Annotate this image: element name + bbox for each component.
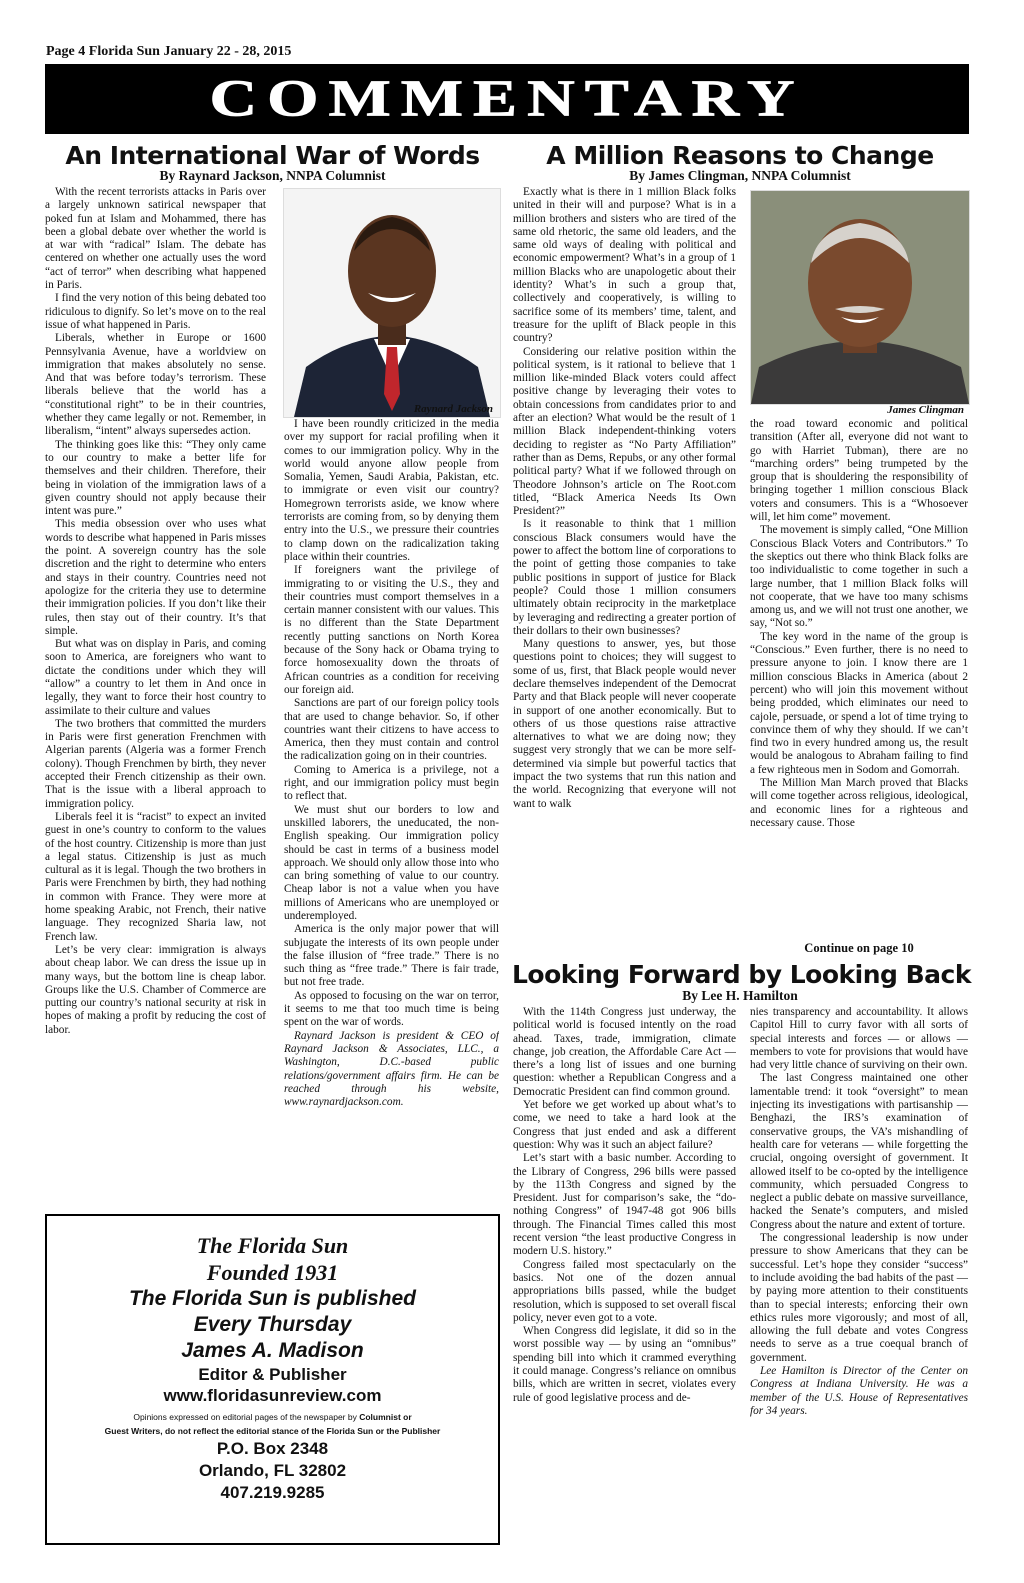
paragraph: Coming to America is a privilege, not a right, and our immigration policy must begin to reflect that.: [284, 763, 499, 803]
article1-author-bio: Raynard Jackson is president & CEO of Raynard Jackson & Associates, LLC., a Washington, D.C.-based public relations/government affairs firm. He can be reached through his website, www.raynardjackson.com.: [284, 1029, 499, 1109]
paragraph: Yet before we get worked up about what’s to come, we need to take a hard look at the Congress that just ended and ask a different question: Why was it such an abject failure?: [513, 1099, 736, 1151]
article1-column-2: [284, 418, 499, 1214]
masthead-po-box: P.O. Box 2348: [216, 1439, 329, 1458]
article3-author-bio: Lee Hamilton is Director of the Center on Congress at Indiana University. He was a member of the U.S. House of Representatives for 34 years.: [750, 1365, 968, 1417]
article3-column-2: [750, 1006, 968, 1548]
article1-byline: By Raynard Jackson, NNPA Columnist: [159, 168, 386, 183]
article1-photo-caption: Raynard Jackson: [413, 403, 493, 415]
paragraph: The key word in the name of the group is “Conscious.” Even further, there is no need to pressure anyone to join. I know there are 1 million conscious Blacks in America (about 2 percent) who will join this movement without being prodded, which eliminates our need to cajole, persuade, or spend a lot of time trying to convince them of why they should. If we can’t find two in every hundred among us, the result would be analogous to Abraham failing to find a few righteous men in Sodom and Gomorrah.: [750, 630, 968, 776]
article2-column-1: [513, 186, 736, 952]
masthead-disclaimer-line1: [47, 1410, 498, 1424]
paragraph: Exactly what is there in 1 million Black folks united in their will and purpose? What is in a million brothers and sisters who are tired of the same old rhetoric, the same old leaders, and the same old ways of dealing with political and economic empowerment? What’s in a group of 1 million Blacks who are unapologetic about their identity? What’s in such a group that, collectively and cooperatively, is willing to sacrifice some of its members’ time, talent, and treasure for the uplift of Black people in this country?: [513, 186, 736, 345]
continue-notice: Continue on page 10: [804, 941, 914, 955]
paragraph: The congressional leadership is now under pressure to show Americans that they can be successful. Let’s hope they consider “success” to include avoiding the bad habits of the past — by paying more attention to their constituents than to special interests; enforcing their own ethics rules more vigorously; and most of all, allowing the full debate and votes Congress needs to serve as a true coequal branch of government.: [750, 1232, 968, 1364]
paragraph: Liberals, whether in Europe or 1600 Pennsylvania Avenue, have a worldview on immigration that makes absolutely no sense. And that was before today’s terrorism. These liberals believe that the world has a “constitutional right” to be in their countries, whether they came legally or not. Remember, in liberalism, “intent” always supersedes action.: [45, 332, 266, 438]
article1-headline: An International War of Words: [65, 141, 480, 170]
portrait-illustration: [751, 191, 969, 404]
paragraph: Congress failed most spectacularly on the basics. Not one of the dozen annual appropriations bills passed, while the budget resolution, which is supposed to set overall fiscal policy, never even got to a vote.: [513, 1258, 736, 1324]
paragraph: With the recent terrorists attacks in Paris over a largely unknown satirical newspaper that poked fun at Islam and Mohammed, there has been a global debate over whether the world is at war with “radical” Islam. The debate has centered on whether one actually uses the word “act of terror” when describing what happened in Paris.: [45, 186, 266, 292]
author-photo-raynard-jackson: [283, 188, 501, 418]
page-folio: Page 4 Florida Sun January 22 - 28, 2015: [46, 44, 292, 59]
article3-column-2-body: [750, 1006, 968, 1365]
article1-column-1: [45, 186, 266, 1213]
masthead-founded: Founded 1931: [206, 1260, 339, 1285]
masthead-phone: 407.219.9285: [220, 1483, 325, 1502]
masthead-paper-name: The Florida Sun: [196, 1233, 349, 1258]
masthead-city: Orlando, FL 32802: [198, 1461, 347, 1480]
paragraph: The movement is simply called, “One Million Conscious Black Voters and Contributors.” To the skeptics out there who think Black folks are too individualistic to come together in such a large number, that 1 million Black folks will not cooperate, that we have too many schisms among us, and we will not trust one another, we say, “Not so.”: [750, 524, 968, 630]
masthead-box: [45, 1214, 500, 1545]
paragraph: The two brothers that committed the murders in Paris were first generation Frenchmen with Algerian parents (Algeria was a former French colony). Though Frenchmen by birth, they never accepted their French citizenship as their own. That is the issue with a liberal approach to immigration policy.: [45, 717, 266, 810]
paragraph: If foreigners want the privilege of immigrating to or visiting the U.S., they and their countries must comport themselves in a certain manner consistent with our values. This is no different than the State Department recently putting sanctions on North Korea because of the Sony hack or Obama trying to force homosexuality down the throats of African countries as a condition for receiving our foreign aid.: [284, 564, 499, 696]
paragraph: As opposed to focusing on the war on terror, it seems to me that too much time is being spent on the war of words.: [284, 989, 499, 1029]
paragraph: Considering our relative position within the political system, is it rational to believe that 1 million like-minded Black voters could affect positive change by leveraging their votes to obtain concessions from candidates prior to and after an election? What would be the result of 1 million Black independent-thinking voters deciding to register as “No Party Affiliation” rather than as Dems, Repubs, or any other formal political party? What if we followed through on Theodore Johnson’s article on The Root.com titled, “Black America Needs Its Own President?”: [513, 345, 736, 518]
article2-column-2: [750, 418, 968, 943]
section-banner-title: COMMENTARY: [209, 70, 805, 128]
masthead-website: www.floridasunreview.com: [163, 1386, 382, 1405]
paragraph: I have been roundly criticized in the media over my support for racial profiling when it comes to our immigration policy. Why in the world would anyone allow people from Somalia, Yemen, Saudi Arabia, Pakistan, etc. to immigrate or even visit our country? Homegrown terrorists aside, we know where terrorists are coming from, so by denying them entry into the U.S., we pressure their countries to clamp down on the radicalization taking place within their countries.: [284, 418, 499, 563]
paragraph: Sanctions are part of our foreign policy tools that are used to change behavior. So, if other countries want their citizens to have access to America, then they must contain and control the radicalization going on in their countries.: [284, 697, 499, 763]
disclaimer-text-a: Opinions expressed on editorial pages of the newspaper by: [133, 1412, 360, 1422]
paragraph: We must shut our borders to low and unskilled laborers, the uneducated, the non-English speaking. Our immigration policy should be cast in terms of a business model approach. We should only allow those into who can bring something of value to our country. Cheap labor is not a value when you have millions of Americans who are unemployed or underemployed.: [284, 803, 499, 922]
paragraph: The last Congress maintained one other lamentable trend: it took “oversight” to mean injecting its investigations with partisanship — Benghazi, the IRS’s examination of conservative groups, the VA’s mishandling of health care for veterans — while forgetting the crucial, ongoing oversight of government. It allowed itself to be co-opted by the intelligence community, which persuaded Congress to neglect a public debate on massive surveillance, hacked the Senate’s computers, and misled Congress about the nature and extent of torture.: [750, 1072, 968, 1231]
paragraph: Let’s be very clear: immigration is always about cheap labor. We can dress the issue up in many ways, but the bottom line is cheap labor. Groups like the U.S. Chamber of Commerce are putting our country’s national security at risk in hopes of making a profit by reducing the cost of labor.: [45, 943, 266, 1036]
article3-column-1: [513, 1006, 736, 1548]
paragraph: Liberals feel it is “racist” to expect an invited guest in one’s country to conform to the values of the host country. Citizenship is more than just a legal status. Citizenship is just as much cultural as it is legal. Though the two brothers in Paris were Frenchmen by birth, they had nothing in common with France. They were more at home speaking Arabic, not French, their native language. They recognized Sharia law, not French law.: [45, 810, 266, 943]
masthead-editor-name: James A. Madison: [181, 1339, 364, 1362]
paragraph: But what was on display in Paris, and coming soon to America, are foreigners who want to dictate the conditions under which they will “allow” a country to let them in And once in legally, they want to force their host country to assimilate to their culture and values: [45, 638, 266, 717]
masthead-editor-title: Editor & Publisher: [198, 1365, 347, 1384]
paragraph: Is it reasonable to think that 1 million conscious Black consumers would have the power to affect the bottom line of corporations to the point of getting those companies to take public positions in support of justice for Black people? Could those 1 million consumers ultimately obtain reciprocity in the marketplace by leveraging and redirecting a greater portion of their dollars to their own businesses?: [513, 518, 736, 637]
article2-headline: A Million Reasons to Change: [546, 141, 934, 170]
paragraph: With the 114th Congress just underway, the political world is focused intently on the road ahead. Taxes, trade, immigration, climate change, job creation, the Affordable Care Act — there’s a long list of issues and one burning question: whether a Republican Congress and a Democratic President can find common ground.: [513, 1006, 736, 1098]
paragraph: The Million Man March proved that Blacks will come together across religious, ideological, and economic lines for a righteous and necessary cause. Those: [750, 777, 968, 829]
paragraph: the road toward economic and political transition (After all, everyone did not want to go with Harriet Tubman), there are no “marching orders” being trumpeted by the group that is shouldering the responsibility of bringing together 1 million conscious Black voters and consumers. This is a “Whosoever will, let him come” movement.: [750, 418, 968, 524]
article2-photo-caption: James Clingman: [887, 404, 964, 416]
section-banner: [45, 64, 969, 134]
author-photo-james-clingman: [750, 190, 970, 405]
paragraph: The thinking goes like this: “They only came to our country to make a better life for themselves and their children. Therefore, their being in violation of the immigration laws of a given country should not apply because their intent was pure.”: [45, 438, 266, 518]
paragraph: Let’s start with a basic number. According to the Library of Congress, 296 bills were passed by the 113th Congress and signed by the President. Just for comparison’s sake, the “do-nothing Congress” of 1947-48 got 906 bills through. The Financial Times called this most recent version “the least productive Congress in modern U.S. history.”: [513, 1152, 736, 1258]
paragraph: nies transparency and accountability. It allows Capitol Hill to curry favor with all sorts of special interests and forces — or allows — members to vote for provisions that would have had very little chance of surviving on their own.: [750, 1006, 968, 1072]
paragraph: This media obsession over who uses what words to describe what happened in Paris misses the point. A sovereign country has the sole discretion and the right to determine who enters and stays in their country. Countries need not apologize for the criteria they use to determine their immigration policies. If you don’t like their rules, then stay out of their country. It’s that simple.: [45, 518, 266, 637]
paragraph: America is the only major power that will subjugate the interests of its own people under the false illusion of “free trade.” There is no such thing as “free trade.” There is fair trade, but not free trade.: [284, 923, 499, 989]
article3-byline: By Lee H. Hamilton: [682, 988, 798, 1003]
paragraph: When Congress did legislate, it did so in the worst possible way — by using an “omnibus” spending bill into which it crammed everything it could manage. Congress’s reliance on omnibus bills, which are written in secret, violates every rule of good legislative process and de-: [513, 1325, 736, 1404]
paragraph: I find the very notion of this being debated too ridiculous to dignify. So let’s move on to the real issue of what happened in Paris.: [45, 292, 266, 331]
article3-headline: Looking Forward by Looking Back: [512, 960, 971, 989]
portrait-illustration: [284, 189, 500, 417]
masthead-frequency: Every Thursday: [193, 1313, 352, 1336]
masthead-published: The Florida Sun is published: [128, 1287, 417, 1310]
paragraph: Many questions to answer, yes, but those questions point to choices; they will suggest to some of us, first, that Black people would never declare themselves independent of the Democrat Party and that Black people will never cooperate in support of one another economically. But to others of us those questions raise attractive alternatives to what we are doing now; they suggest very strongly that we can be more self-determined via simple but powerful tactics that impact the two systems that run this nation and the world. Recognizing that everyone will not want to walk: [513, 638, 736, 810]
article2-byline: By James Clingman, NNPA Columnist: [629, 168, 851, 183]
article1-column-2-body: [284, 418, 499, 1030]
masthead-disclaimer-line2: Guest Writers, do not reflect the editorial stance of the Florida Sun or the Publisher: [104, 1426, 441, 1436]
disclaimer-text-b: Columnist or: [359, 1412, 412, 1422]
